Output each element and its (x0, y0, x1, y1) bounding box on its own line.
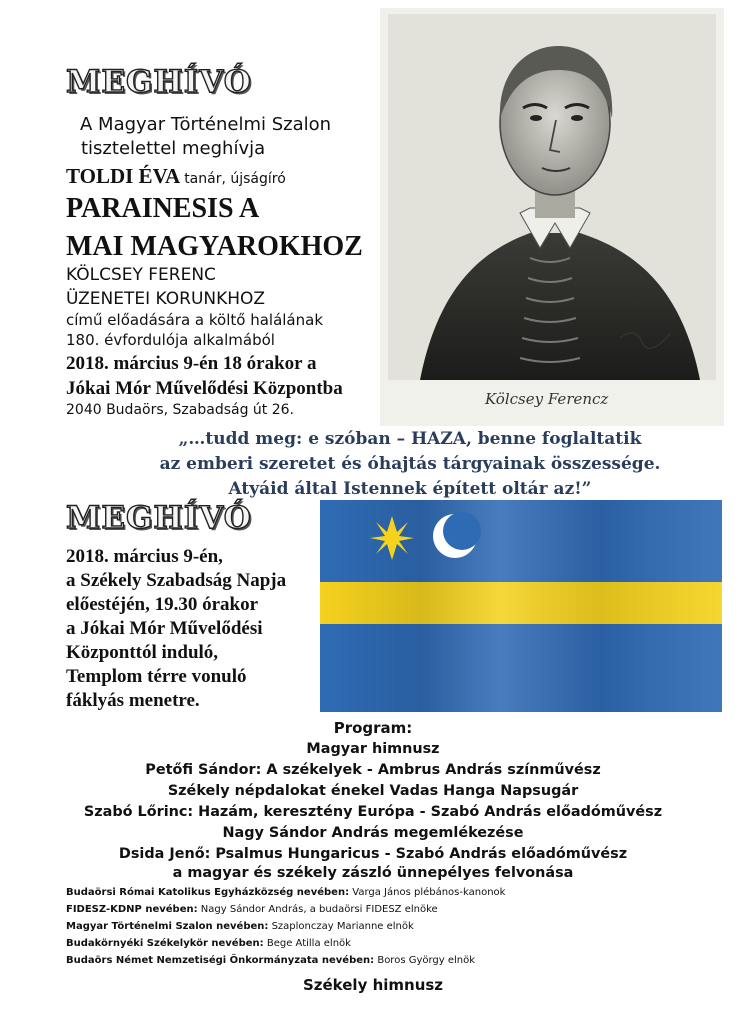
march-line-5: Központtól induló, (66, 642, 219, 663)
description-line-2: 180. évfordulója alkalmából (66, 331, 275, 349)
march-line-6: Templom térre vonuló (66, 666, 247, 687)
wreath-org: Budaörsi Római Katolikus Egyházközség nevében: (66, 887, 350, 898)
wreath-row (66, 918, 505, 935)
wreath-org: FIDESZ-KDNP nevében: (66, 904, 198, 915)
speaker (66, 164, 286, 189)
wreath-org: Magyar Történelmi Szalon nevében: (66, 921, 269, 932)
quote-line-2: az emberi szeretet és óhajtás tárgyainak összessége. (159, 454, 661, 474)
invite-intro (80, 113, 331, 161)
program-item-7: a magyar és székely zászló ünnepélyes felvonása (172, 865, 574, 881)
portrait-engraving (380, 8, 724, 426)
speaker-name: TOLDI ÉVA (66, 164, 181, 188)
closing-anthem: Székely himnusz (302, 976, 444, 994)
subtitle-line-1: KÖLCSEY FERENC (66, 265, 216, 285)
wreath-row (66, 935, 505, 952)
portrait-signature: Kölcsey Ferencz (485, 390, 609, 408)
program-item-4: Szabó Lőrinc: Hazám, keresztény Európa - Szabó András előadóművész (83, 804, 663, 820)
wreath-row (66, 952, 505, 969)
description-line-1: című előadására a költő halálának (66, 311, 323, 329)
march-line-1: 2018. március 9-én, (66, 546, 223, 567)
speaker-role: tanár, újságíró (184, 171, 286, 187)
wreath-person: Szaplonczay Marianne elnök (271, 921, 414, 932)
invite-heading-2: MEGHÍVÓ (66, 500, 252, 536)
wreath-person: Varga János plébános-kanonok (352, 887, 506, 898)
wreath-row (66, 901, 505, 918)
program-item-2: Petőfi Sándor: A székelyek - Ambrus András színművész (145, 762, 601, 778)
lecture-title (66, 190, 363, 266)
subtitle-line-2: ÜZENETEI KORUNKHOZ (66, 289, 266, 309)
wreath-person: Boros György elnök (377, 955, 476, 966)
wreath-person: Bege Atilla elnök (266, 938, 351, 949)
program-item-1: Magyar himnusz (306, 741, 440, 757)
event-venue: Jókai Mór Művelődési Központba (66, 378, 343, 399)
event-date: 2018. március 9-én 18 órakor a (66, 353, 317, 374)
invite-line: tisztelettel meghívja (81, 138, 266, 159)
program-item-3: Székely népdalokat énekel Vadas Hanga Napsugár (167, 783, 579, 799)
star-icon (370, 516, 414, 560)
lecture-subtitle (66, 263, 265, 311)
march-line-3: előestéjén, 19.30 órakor (66, 594, 259, 615)
wreath-list (66, 884, 505, 969)
lecture-description (66, 310, 323, 350)
wreath-org: Budaörs Német Nemzetiségi Önkormányzata nevében: (66, 955, 375, 966)
program-item-6: Dsida Jenő: Psalmus Hungaricus - Szabó András előadóművész (118, 846, 628, 862)
quote-line-3: Atyáid által Istennek épített oltár az!” (228, 479, 592, 499)
host-line: A Magyar Történelmi Szalon (80, 114, 332, 135)
lecture-title-line-2: MAI MAGYAROKHOZ (66, 231, 363, 262)
quote-block (90, 427, 730, 502)
event-time-venue (66, 351, 343, 401)
event-address: 2040 Budaörs, Szabadság út 26. (66, 402, 294, 418)
invite-heading-1: MEGHÍVÓ (66, 64, 252, 100)
program-item-5: Nagy Sándor András megemlékezése (222, 825, 524, 841)
program-heading: Program: (333, 719, 413, 737)
szekler-flag (320, 500, 722, 712)
quote-line-1: „…tudd meg: e szóban – HAZA, benne foglaltatik (178, 429, 642, 449)
wreath-person: Nagy Sándor András, a budaörsi FIDESZ elnöke (200, 904, 438, 915)
march-line-4: a Jókai Mór Művelődési (66, 618, 263, 639)
march-line-2: a Székely Szabadság Napja (66, 570, 287, 591)
march-invitation (66, 545, 286, 713)
lecture-title-line-1: PARAINESIS A (66, 193, 260, 224)
wreath-row (66, 884, 505, 901)
wreath-org: Budakörnyéki Székelykör nevében: (66, 938, 264, 949)
march-line-7: fáklyás menetre. (66, 690, 200, 711)
